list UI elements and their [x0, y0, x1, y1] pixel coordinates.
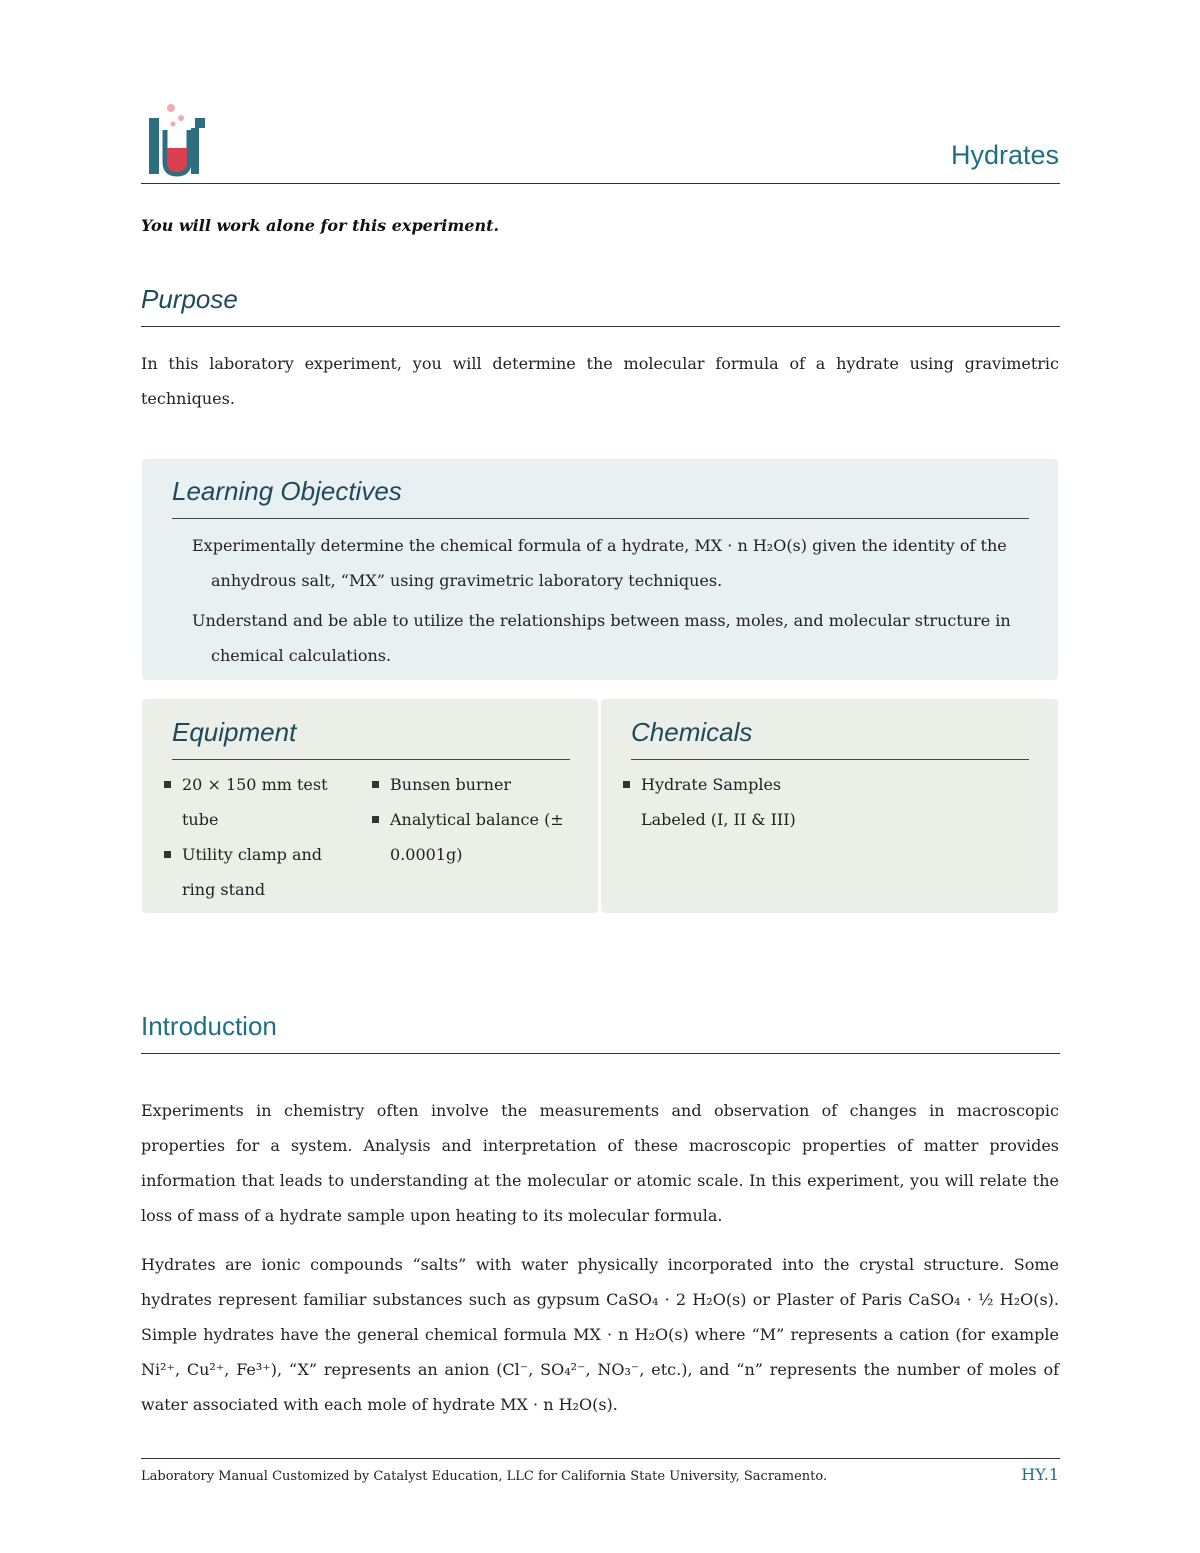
learning-objective-item — [192, 528, 1030, 598]
equipment-heading: Equipment — [172, 717, 297, 747]
purpose-rule — [141, 326, 1060, 327]
chemicals-heading: Chemicals — [631, 717, 753, 747]
equipment-item-utility-clamp: Utility clamp and ring stand — [164, 837, 339, 907]
purpose-text: In this laboratory experiment, you will determine the molecular formula of a hydrate using gravimetric techniques. — [141, 354, 1059, 408]
page-number: HY.1 — [1021, 1465, 1059, 1484]
header-rule — [141, 183, 1060, 184]
learning-objectives-heading: Learning Objectives — [172, 476, 402, 506]
learning-objective-item — [192, 603, 1030, 673]
chemical-item-hydrate-samples: Hydrate Samples Labeled (I, II & III) — [623, 767, 823, 837]
objective-1-line-2: anhydrous salt, “MX” using gravimetric laboratory techniques. — [211, 571, 723, 590]
objective-2-line-1: Understand and be able to utilize the relationships between mass, moles, and molecular structure in — [192, 611, 1011, 630]
chemicals-rule — [631, 759, 1029, 760]
purpose-heading: Purpose — [141, 284, 238, 314]
objective-1-line-1: Experimentally determine the chemical formula of a hydrate, MX · n H₂O(s) given the identity of the — [192, 536, 1007, 555]
introduction-body — [141, 1093, 1059, 1422]
equipment-item-bunsen-burner: Bunsen burner — [372, 767, 572, 802]
equipment-rule — [172, 759, 570, 760]
chemicals-list — [623, 767, 823, 837]
learning-objectives-rule — [172, 518, 1029, 519]
equipment-item-test-tube: 20 × 150 mm test tube — [164, 767, 339, 837]
introduction-paragraph-2: Hydrates are ionic compounds “salts” with water physically incorporated into the crystal structure. Some hydrates represent familiar substances such as gypsum CaSO₄ · 2 H₂O(s) or Plaster of Paris CaSO₄ · ½ H₂O(s). Simple hydrates have the general chemical formula MX · n H₂O(s) where “M” represents a cation (for example Ni²⁺, Cu²⁺, Fe³⁺), “X” represents an anion (Cl⁻, SO₄²⁻, NO₃⁻, etc.), and “n” represents the number of moles of water associated with each mole of hydrate MX · n H₂O(s). — [141, 1255, 1059, 1414]
work-alone-note: You will work alone for this experiment. — [141, 216, 500, 235]
equipment-list-left — [164, 767, 339, 907]
footer-rule — [141, 1458, 1060, 1459]
equipment-list-right — [372, 767, 572, 872]
introduction-paragraph-1: Experiments in chemistry often involve the measurements and observation of changes in macroscopic properties for a system. Analysis and interpretation of these macroscopic properties of matter provides information that leads to understanding at the molecular or atomic scale. In this experiment, you will relate the loss of mass of a hydrate sample upon heating to its molecular formula. — [141, 1101, 1059, 1225]
equipment-item-analytical-balance: Analytical balance (± 0.0001g) — [372, 802, 572, 872]
lab-beaker-logo — [143, 100, 213, 180]
document-title: Hydrates — [950, 140, 1059, 170]
introduction-rule — [141, 1053, 1060, 1054]
objective-2-line-2: chemical calculations. — [211, 646, 392, 665]
purpose-paragraph — [141, 346, 1059, 416]
introduction-heading: Introduction — [141, 1011, 277, 1041]
footer-text: Laboratory Manual Customized by Catalyst Education, LLC for California State University, Sacramento. — [141, 1469, 828, 1484]
